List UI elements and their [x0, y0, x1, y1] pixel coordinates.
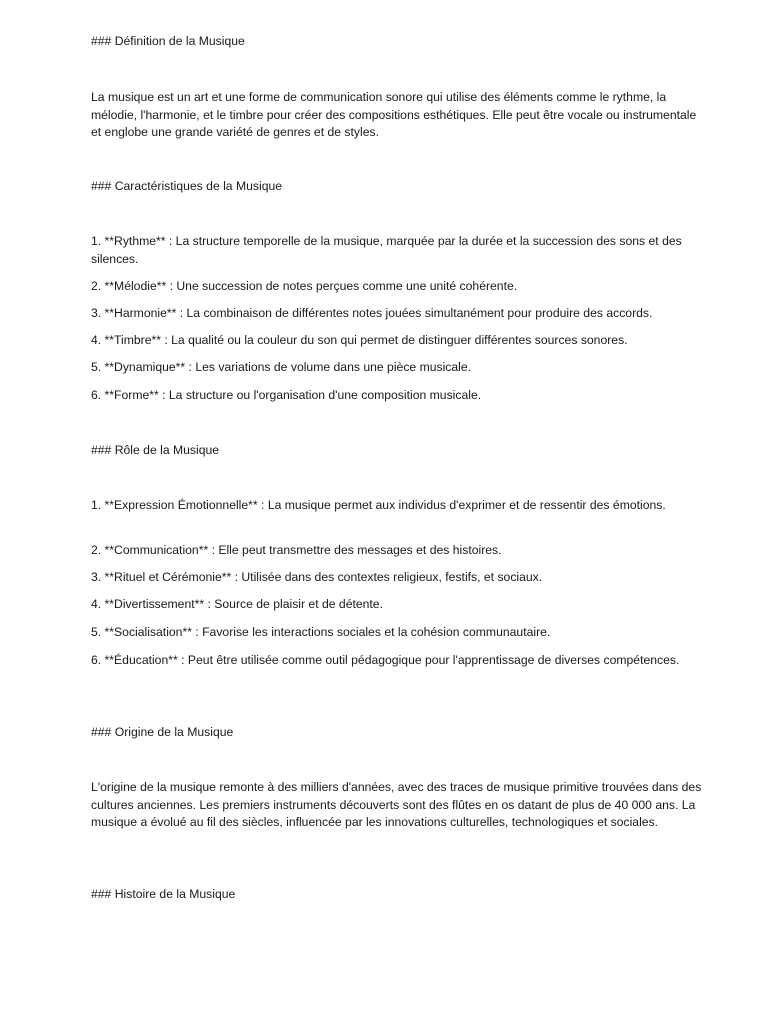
list-item: 6. **Éducation** : Peut être utilisée comme outil pédagogique pour l'apprentissage de diverses compétences.	[91, 653, 680, 667]
paragraph-definition: La musique est un art et une forme de communication sonore qui utilise des éléments comme le rythme, la mélodie, l'harmonie, et le timbre pour créer des compositions esthétiques. Elle peut être vocale ou instrumentale et englobe une grande variété de genres et de styles.	[91, 90, 697, 139]
list-item: 5. **Socialisation** : Favorise les interactions sociales et la cohésion communautaire.	[91, 625, 551, 639]
section-heading-origine: ### Origine de la Musique	[91, 725, 234, 739]
list-item: 2. **Mélodie** : Une succession de notes perçues comme une unité cohérente.	[91, 279, 518, 293]
list-item: 5. **Dynamique** : Les variations de volume dans une pièce musicale.	[91, 360, 472, 374]
list-item: 4. **Divertissement** : Source de plaisir et de détente.	[91, 597, 383, 611]
section-heading-role: ### Rôle de la Musique	[91, 443, 220, 457]
list-item: 1. **Rythme** : La structure temporelle de la musique, marquée par la durée et la succession des sons et des silences.	[91, 234, 682, 266]
list-item: 6. **Forme** : La structure ou l'organisation d'une composition musicale.	[91, 388, 482, 402]
section-heading-histoire: ### Histoire de la Musique	[91, 887, 236, 901]
list-item: 3. **Rituel et Cérémonie** : Utilisée dans des contextes religieux, festifs, et sociaux.	[91, 570, 543, 584]
list-item: 3. **Harmonie** : La combinaison de différentes notes jouées simultanément pour produire des accords.	[91, 306, 653, 320]
section-heading-definition: ### Définition de la Musique	[91, 34, 245, 48]
list-item: 2. **Communication** : Elle peut transmettre des messages et des histoires.	[91, 543, 502, 557]
section-heading-caracteristiques: ### Caractéristiques de la Musique	[91, 179, 283, 193]
list-item: 4. **Timbre** : La qualité ou la couleur du son qui permet de distinguer différentes sources sonores.	[91, 333, 628, 347]
paragraph-origine: L'origine de la musique remonte à des milliers d'années, avec des traces de musique primitive trouvées dans des cultures anciennes. Les premiers instruments découverts sont des flûtes en os datant de plus de 40 000 ans. La musique a évolué au fil des siècles, influencée par les innovations culturelles, technologiques et sociales.	[91, 780, 702, 829]
list-item: 1. **Expression Émotionnelle** : La musique permet aux individus d'exprimer et de ressentir des émotions.	[91, 498, 666, 512]
